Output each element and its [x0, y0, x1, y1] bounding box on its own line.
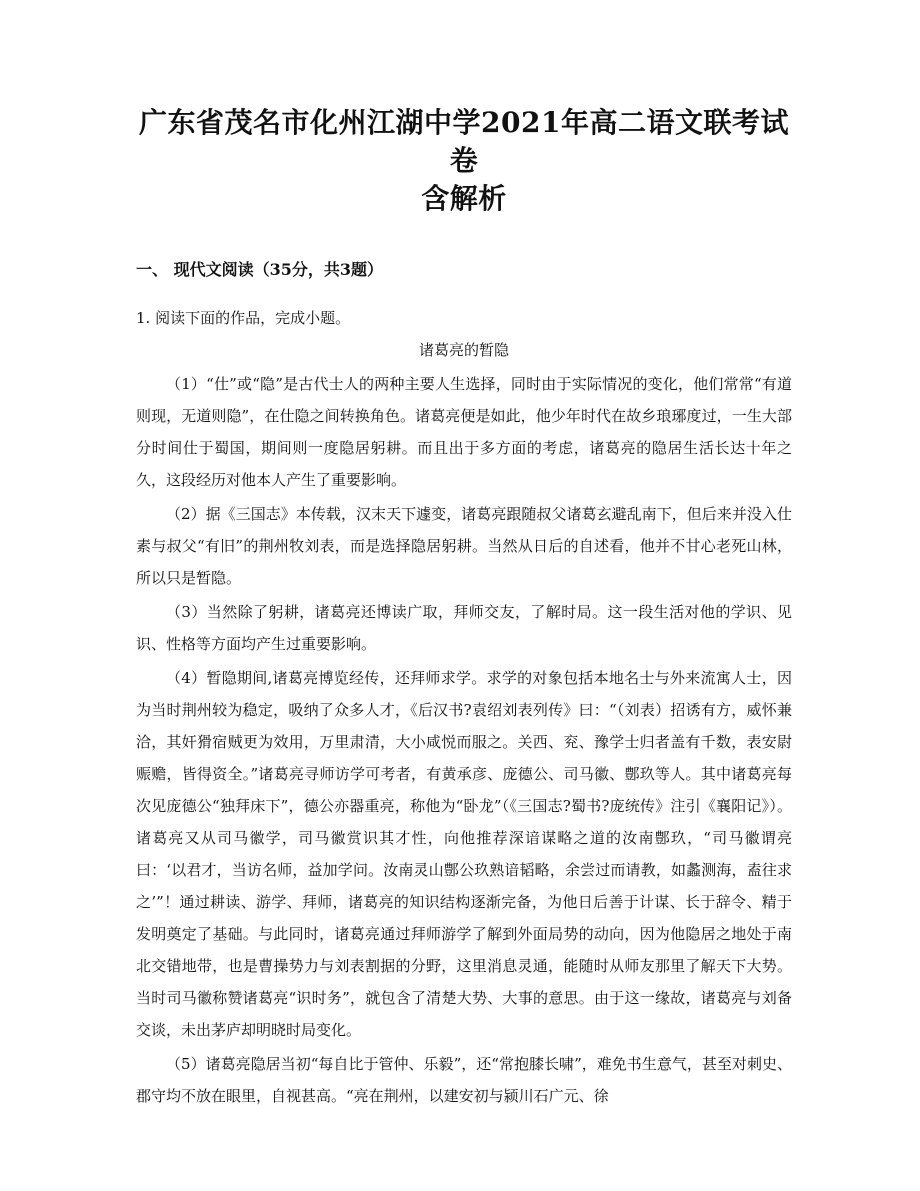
- question-intro: 1. 阅读下面的作品，完成小题。: [136, 309, 351, 327]
- title-line-2: 含解析: [421, 182, 507, 215]
- paragraph-2: （2）据《三国志》本传载，汉末天下遽变，诸葛亮跟随叔父诸葛玄避乱南下，但后来并没入仕素与叔父“有旧”的荆州牧刘表，而是选择隐居躬耕。当然从日后的自述看，他并不甘心老死山林，所以只是暂隐。: [136, 505, 792, 587]
- paragraph-4: （4）暂隐期间,诸葛亮博览经传，还拜师求学。求学的对象包括本地名士与外来流寓人士，因为当时荆州较为稳定，吸纳了众多人才，《后汉书?袁绍刘表列传》曰：“（刘表）招诱有方，威怀兼洽，其奸猾宿贼更为效用，万里肃清，大小咸悦而服之。关西、兖、豫学士归者盖有千数，表安尉赈赡，皆得资全。”诸葛亮寻师访学可考者，有黄承彦、庞德公、司马徽、鄷玖等人。其中诸葛亮每次见庞德公“独拜床下”，德公亦器重亮，称他为“卧龙”（《三国志?蜀书?庞统传》注引《襄阳记》）。诸葛亮又从司马徽学，司马徽赏识其才性，向他推荐深谙谋略之道的汝南鄷玖，“司马徽谓亮曰：‘以君才，当访名师，益加学问。汝南灵山鄷公玖熟谙韬略，余尝过而请教，如蠡测海，盍往求之’”！通过耕读、游学、拜师，诸葛亮的知识结构逐渐完备，为他日后善于计谋、长于辞令、精于发明奠定了基础。与此同时，诸葛亮通过拜师游学了解到外面局势的动向，因为他隐居之地处于南北交错地带，也是曹操势力与刘表割据的分野，这里消息灵通，能随时从师友那里了解天下大势。当时司马徽称赞诸葛亮“识时务”，就包含了清楚大势、大事的意思。由于这一缘故，诸葛亮与刘备交谈，未出茅庐却明晓时局变化。: [136, 669, 792, 1039]
- article-title: 诸葛亮的暂隐: [418, 341, 509, 359]
- title-line-1: 广东省茂名市化州江湖中学2021年高二语文联考试卷: [139, 106, 789, 177]
- paragraph-5: （5）诸葛亮隐居当初“每自比于管仲、乐毅”，还“常抱膝长啸”，难免书生意气，甚至对刺史、郡守均不放在眼里，自视甚高。“亮在荆州，以建安初与颍川石广元、徐: [136, 1055, 792, 1105]
- paragraph-3: （3）当然除了躬耕，诸葛亮还博读广取，拜师交友，了解时局。这一段生活对他的学识、见识、性格等方面均产生过重要影响。: [136, 603, 792, 653]
- paragraph-1: （1）“仕”或“隐”是古代士人的两种主要人生选择，同时由于实际情况的变化，他们常常“有道则现，无道则隐”，在仕隐之间转换角色。诸葛亮便是如此，他少年时代在故乡琅琊度过，一生大部分时间仕于蜀国，期间则一度隐居躬耕。而且出于多方面的考虑，诸葛亮的隐居生活长达十年之久，这段经历对他本人产生了重要影响。: [136, 375, 792, 489]
- section-heading: 一、 现代文阅读（35分，共3题）: [136, 260, 383, 279]
- document-title: [136, 104, 792, 218]
